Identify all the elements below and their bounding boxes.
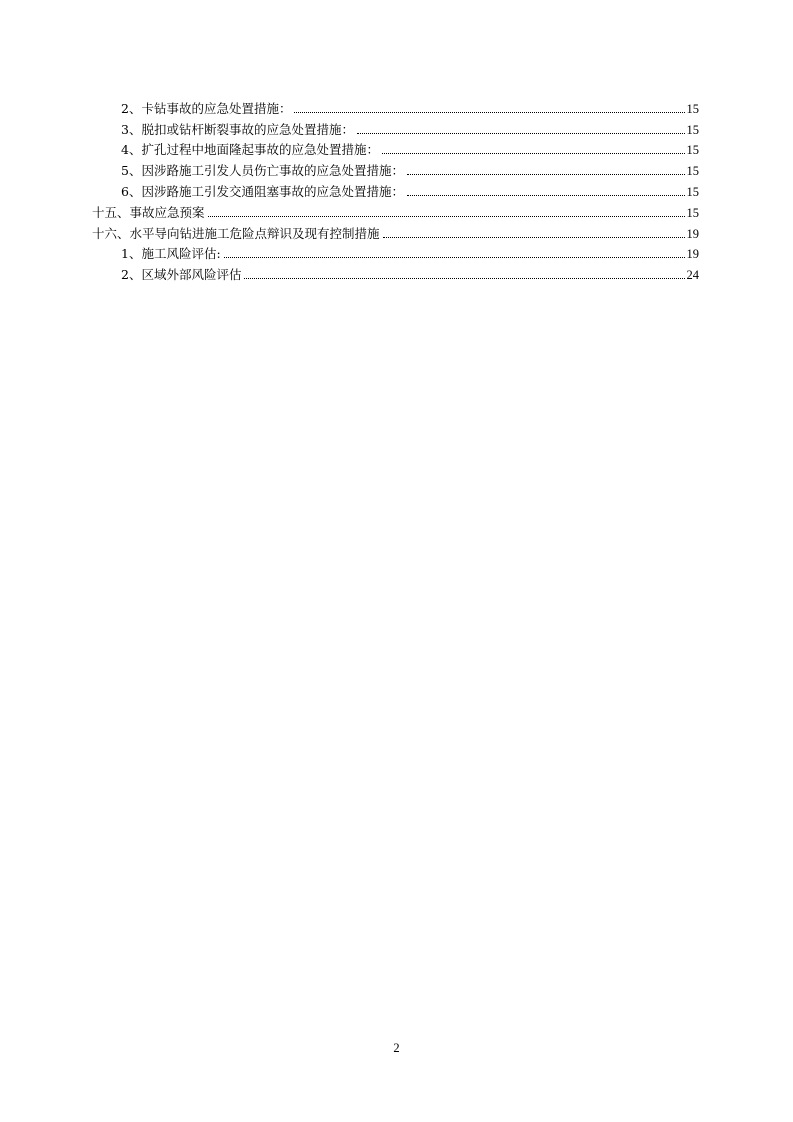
toc-entry[interactable]	[92, 96, 699, 117]
toc-entry-title: 6、因涉路施工引发交通阻塞事故的应急处置措施：	[121, 183, 404, 199]
toc-entry[interactable]	[92, 158, 699, 179]
toc-leader-dots	[244, 277, 684, 279]
toc-leader-dots	[294, 111, 684, 113]
table-of-contents	[92, 96, 699, 283]
toc-entry[interactable]	[92, 200, 699, 221]
toc-leader-dots	[383, 236, 685, 238]
toc-entry-title: 1、施工风险评估:	[121, 246, 221, 262]
toc-entry-page: 15	[686, 164, 699, 179]
toc-leader-dots	[224, 256, 685, 258]
toc-entry-title: 2、区域外部风险评估	[121, 267, 242, 283]
toc-entry-page: 15	[686, 122, 699, 137]
toc-entry-title: 2、卡钻事故的应急处置措施：	[121, 100, 292, 116]
toc-entry-page: 24	[686, 268, 699, 283]
toc-entry[interactable]	[92, 221, 699, 242]
toc-leader-dots	[382, 152, 685, 154]
toc-leader-dots	[407, 173, 685, 175]
page-number: 2	[393, 1041, 400, 1055]
toc-entry[interactable]	[92, 179, 699, 200]
toc-entry-page: 19	[686, 226, 699, 241]
toc-entry-page: 15	[686, 184, 699, 199]
toc-entry-title: 3、脱扣或钻杆断裂事故的应急处置措施：	[121, 121, 354, 137]
toc-entry-title: 十六、水平导向钻进施工危险点辩识及现有控制措施	[92, 225, 380, 241]
toc-entry-page: 19	[686, 247, 699, 262]
toc-entry-title: 十五、事故应急预案	[92, 204, 205, 220]
toc-entry[interactable]	[92, 138, 699, 159]
toc-entry[interactable]	[92, 242, 699, 263]
toc-entry[interactable]	[92, 117, 699, 138]
toc-entry[interactable]	[92, 262, 699, 283]
toc-leader-dots	[407, 194, 685, 196]
toc-entry-title: 5、因涉路施工引发人员伤亡事故的应急处置措施：	[121, 163, 404, 179]
toc-leader-dots	[357, 132, 685, 134]
toc-entry-title: 4、扩孔过程中地面隆起事故的应急处置措施：	[121, 142, 379, 158]
toc-entry-page: 15	[686, 143, 699, 158]
toc-entry-page: 15	[686, 205, 699, 220]
toc-leader-dots	[208, 215, 685, 217]
toc-entry-page: 15	[686, 101, 699, 116]
